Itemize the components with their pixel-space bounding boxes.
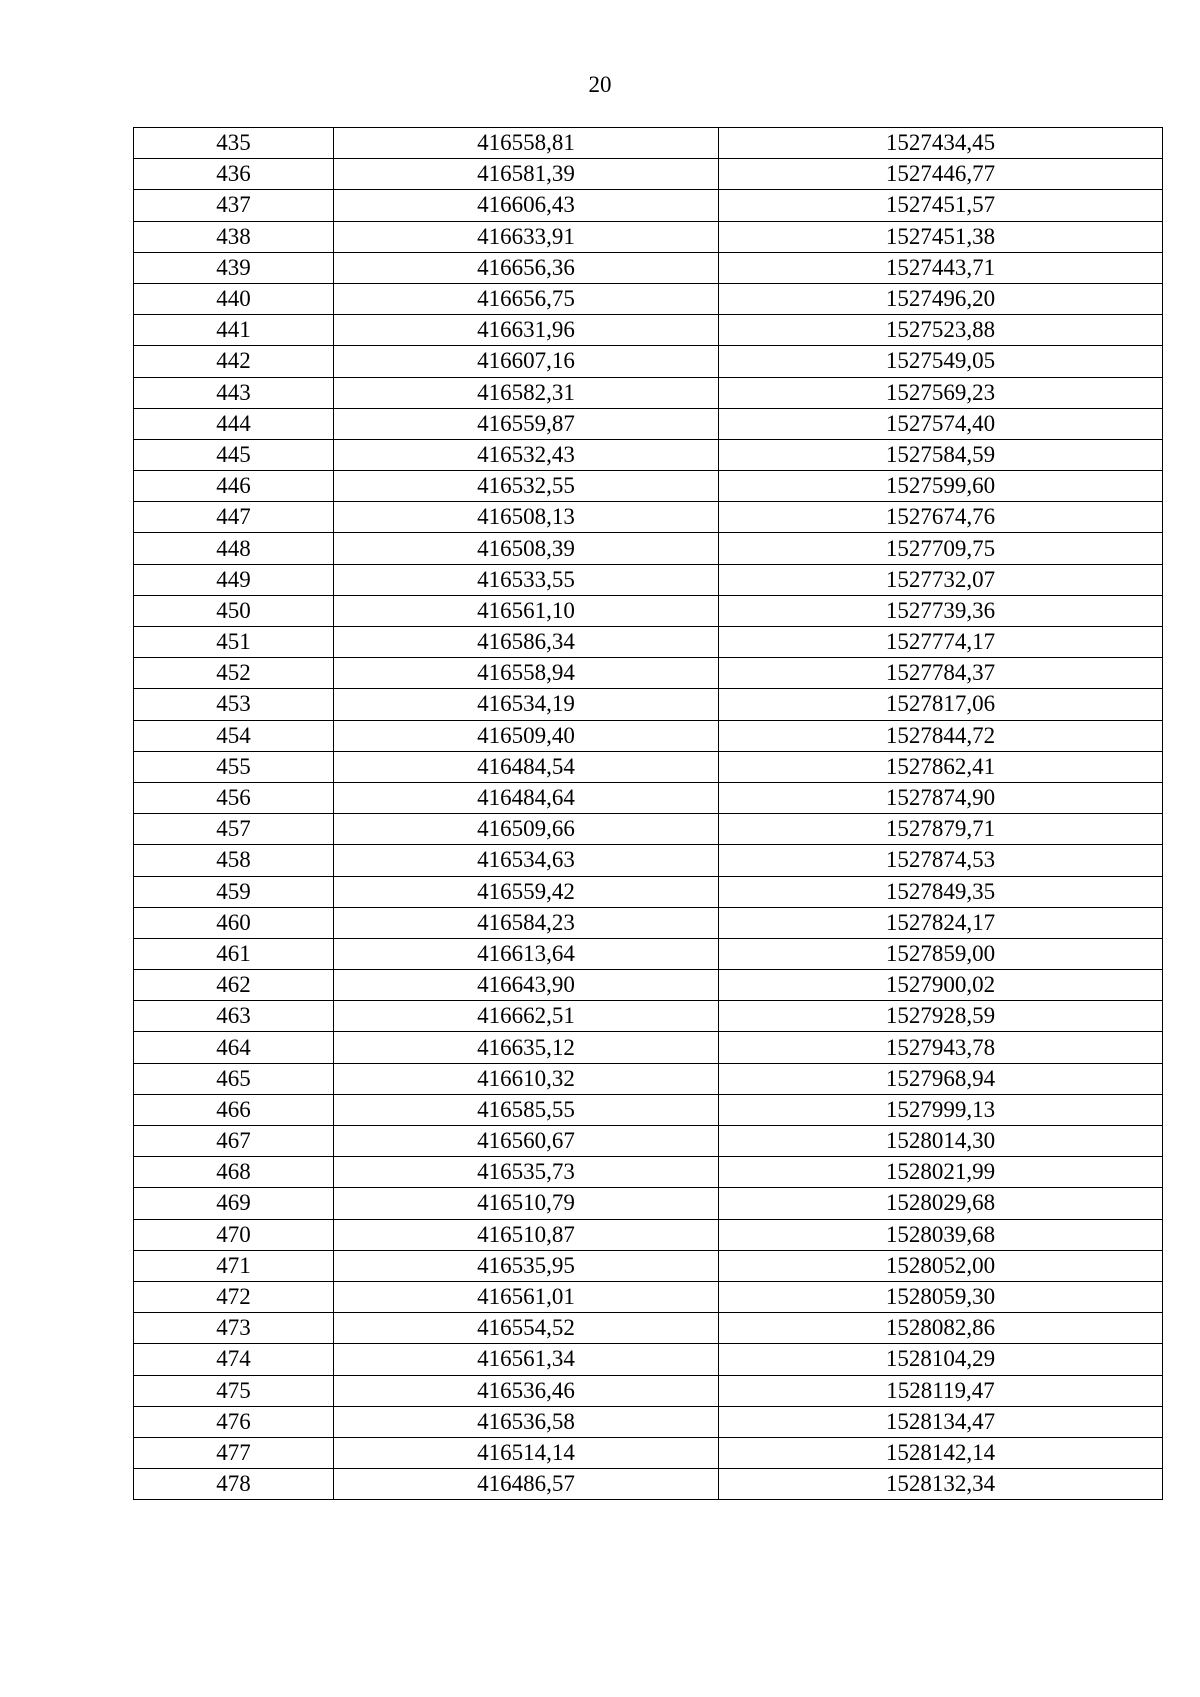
point-number-cell: 455 [134,751,334,782]
table-row [134,595,1163,626]
table-row [134,283,1163,314]
table-row [134,720,1163,751]
point-number-cell: 451 [134,627,334,658]
point-number-cell: 439 [134,252,334,283]
x-coordinate-cell: 416554,52 [334,1313,719,1344]
y-coordinate-cell: 1527549,05 [719,346,1163,377]
x-coordinate-cell: 416561,10 [334,595,719,626]
point-number-cell: 460 [134,907,334,938]
y-coordinate-cell: 1528104,29 [719,1344,1163,1375]
table-row [134,1281,1163,1312]
point-number-cell: 438 [134,221,334,252]
table-row [134,845,1163,876]
y-coordinate-cell: 1528142,14 [719,1437,1163,1468]
y-coordinate-cell: 1527451,57 [719,190,1163,221]
x-coordinate-cell: 416581,39 [334,159,719,190]
y-coordinate-cell: 1527446,77 [719,159,1163,190]
y-coordinate-cell: 1528029,68 [719,1188,1163,1219]
table-row [134,1001,1163,1032]
x-coordinate-cell: 416559,87 [334,408,719,439]
point-number-cell: 465 [134,1063,334,1094]
x-coordinate-cell: 416484,64 [334,782,719,813]
x-coordinate-cell: 416558,81 [334,128,719,159]
point-number-cell: 456 [134,782,334,813]
x-coordinate-cell: 416510,87 [334,1219,719,1250]
y-coordinate-cell: 1527709,75 [719,533,1163,564]
point-number-cell: 445 [134,439,334,470]
x-coordinate-cell: 416534,63 [334,845,719,876]
x-coordinate-cell: 416508,39 [334,533,719,564]
table-row [134,751,1163,782]
x-coordinate-cell: 416582,31 [334,377,719,408]
point-number-cell: 447 [134,502,334,533]
point-number-cell: 463 [134,1001,334,1032]
table-row [134,1313,1163,1344]
point-number-cell: 477 [134,1437,334,1468]
y-coordinate-cell: 1528021,99 [719,1157,1163,1188]
table-row [134,346,1163,377]
point-number-cell: 474 [134,1344,334,1375]
x-coordinate-cell: 416610,32 [334,1063,719,1094]
table-row [134,627,1163,658]
point-number-cell: 475 [134,1375,334,1406]
point-number-cell: 472 [134,1281,334,1312]
y-coordinate-cell: 1527849,35 [719,876,1163,907]
x-coordinate-cell: 416535,73 [334,1157,719,1188]
x-coordinate-cell: 416559,42 [334,876,719,907]
x-coordinate-cell: 416486,57 [334,1469,719,1500]
point-number-cell: 466 [134,1094,334,1125]
x-coordinate-cell: 416631,96 [334,315,719,346]
x-coordinate-cell: 416532,43 [334,439,719,470]
y-coordinate-cell: 1527523,88 [719,315,1163,346]
x-coordinate-cell: 416561,01 [334,1281,719,1312]
x-coordinate-cell: 416560,67 [334,1126,719,1157]
point-number-cell: 457 [134,814,334,845]
point-number-cell: 436 [134,159,334,190]
x-coordinate-cell: 416558,94 [334,658,719,689]
y-coordinate-cell: 1527817,06 [719,689,1163,720]
y-coordinate-cell: 1527774,17 [719,627,1163,658]
x-coordinate-cell: 416613,64 [334,938,719,969]
x-coordinate-cell: 416508,13 [334,502,719,533]
table-row [134,377,1163,408]
table-row [134,814,1163,845]
table-row [134,907,1163,938]
x-coordinate-cell: 416635,12 [334,1032,719,1063]
y-coordinate-cell: 1528132,34 [719,1469,1163,1500]
point-number-cell: 458 [134,845,334,876]
point-number-cell: 478 [134,1469,334,1500]
table-row [134,1094,1163,1125]
table-row [134,315,1163,346]
x-coordinate-cell: 416607,16 [334,346,719,377]
y-coordinate-cell: 1527443,71 [719,252,1163,283]
point-number-cell: 470 [134,1219,334,1250]
y-coordinate-cell: 1527999,13 [719,1094,1163,1125]
x-coordinate-cell: 416633,91 [334,221,719,252]
y-coordinate-cell: 1527968,94 [719,1063,1163,1094]
y-coordinate-cell: 1527900,02 [719,970,1163,1001]
x-coordinate-cell: 416534,19 [334,689,719,720]
y-coordinate-cell: 1527584,59 [719,439,1163,470]
x-coordinate-cell: 416509,40 [334,720,719,751]
y-coordinate-cell: 1527879,71 [719,814,1163,845]
table-row [134,439,1163,470]
x-coordinate-cell: 416656,36 [334,252,719,283]
x-coordinate-cell: 416584,23 [334,907,719,938]
point-number-cell: 442 [134,346,334,377]
y-coordinate-cell: 1527784,37 [719,658,1163,689]
table-row [134,1375,1163,1406]
x-coordinate-cell: 416643,90 [334,970,719,1001]
table-row [134,1188,1163,1219]
table-row [134,658,1163,689]
x-coordinate-cell: 416662,51 [334,1001,719,1032]
x-coordinate-cell: 416536,58 [334,1406,719,1437]
y-coordinate-cell: 1527862,41 [719,751,1163,782]
x-coordinate-cell: 416535,95 [334,1250,719,1281]
x-coordinate-cell: 416586,34 [334,627,719,658]
x-coordinate-cell: 416656,75 [334,283,719,314]
point-number-cell: 449 [134,564,334,595]
x-coordinate-cell: 416606,43 [334,190,719,221]
table-row [134,689,1163,720]
y-coordinate-cell: 1528059,30 [719,1281,1163,1312]
point-number-cell: 473 [134,1313,334,1344]
point-number-cell: 459 [134,876,334,907]
point-number-cell: 468 [134,1157,334,1188]
table-row [134,252,1163,283]
table-row [134,533,1163,564]
y-coordinate-cell: 1527739,36 [719,595,1163,626]
x-coordinate-cell: 416561,34 [334,1344,719,1375]
point-number-cell: 476 [134,1406,334,1437]
table-row [134,471,1163,502]
point-number-cell: 462 [134,970,334,1001]
x-coordinate-cell: 416510,79 [334,1188,719,1219]
y-coordinate-cell: 1528052,00 [719,1250,1163,1281]
table-row [134,1032,1163,1063]
table-row [134,1250,1163,1281]
table-row [134,1344,1163,1375]
y-coordinate-cell: 1527451,38 [719,221,1163,252]
y-coordinate-cell: 1528134,47 [719,1406,1163,1437]
table-row [134,1437,1163,1468]
table-row [134,782,1163,813]
point-number-cell: 443 [134,377,334,408]
x-coordinate-cell: 416484,54 [334,751,719,782]
table-row [134,1406,1163,1437]
y-coordinate-cell: 1527674,76 [719,502,1163,533]
table-row [134,1126,1163,1157]
y-coordinate-cell: 1527569,23 [719,377,1163,408]
y-coordinate-cell: 1527824,17 [719,907,1163,938]
page-number: 20 [588,72,612,97]
x-coordinate-cell: 416533,55 [334,564,719,595]
y-coordinate-cell: 1528119,47 [719,1375,1163,1406]
point-number-cell: 471 [134,1250,334,1281]
table-row [134,1157,1163,1188]
x-coordinate-cell: 416585,55 [334,1094,719,1125]
point-number-cell: 441 [134,315,334,346]
table-row [134,938,1163,969]
point-number-cell: 435 [134,128,334,159]
y-coordinate-cell: 1527599,60 [719,471,1163,502]
y-coordinate-cell: 1527943,78 [719,1032,1163,1063]
point-number-cell: 452 [134,658,334,689]
point-number-cell: 444 [134,408,334,439]
y-coordinate-cell: 1527874,90 [719,782,1163,813]
table-row [134,1219,1163,1250]
point-number-cell: 454 [134,720,334,751]
point-number-cell: 464 [134,1032,334,1063]
point-number-cell: 440 [134,283,334,314]
table-row [134,876,1163,907]
table-row [134,221,1163,252]
point-number-cell: 469 [134,1188,334,1219]
x-coordinate-cell: 416514,14 [334,1437,719,1468]
y-coordinate-cell: 1527732,07 [719,564,1163,595]
y-coordinate-cell: 1527874,53 [719,845,1163,876]
y-coordinate-cell: 1527574,40 [719,408,1163,439]
point-number-cell: 450 [134,595,334,626]
point-number-cell: 437 [134,190,334,221]
table-row [134,159,1163,190]
y-coordinate-cell: 1527434,45 [719,128,1163,159]
y-coordinate-cell: 1528082,86 [719,1313,1163,1344]
table-row [134,502,1163,533]
x-coordinate-cell: 416509,66 [334,814,719,845]
y-coordinate-cell: 1527859,00 [719,938,1163,969]
table-row [134,190,1163,221]
coordinates-table [133,127,1163,1500]
y-coordinate-cell: 1527928,59 [719,1001,1163,1032]
table-row [134,1063,1163,1094]
point-number-cell: 467 [134,1126,334,1157]
coordinates-table-body [134,128,1163,1500]
x-coordinate-cell: 416536,46 [334,1375,719,1406]
y-coordinate-cell: 1528039,68 [719,1219,1163,1250]
x-coordinate-cell: 416532,55 [334,471,719,502]
y-coordinate-cell: 1527496,20 [719,283,1163,314]
table-row [134,128,1163,159]
y-coordinate-cell: 1527844,72 [719,720,1163,751]
point-number-cell: 448 [134,533,334,564]
table-row [134,564,1163,595]
table-row [134,1469,1163,1500]
point-number-cell: 453 [134,689,334,720]
point-number-cell: 461 [134,938,334,969]
point-number-cell: 446 [134,471,334,502]
table-row [134,408,1163,439]
table-row [134,970,1163,1001]
y-coordinate-cell: 1528014,30 [719,1126,1163,1157]
